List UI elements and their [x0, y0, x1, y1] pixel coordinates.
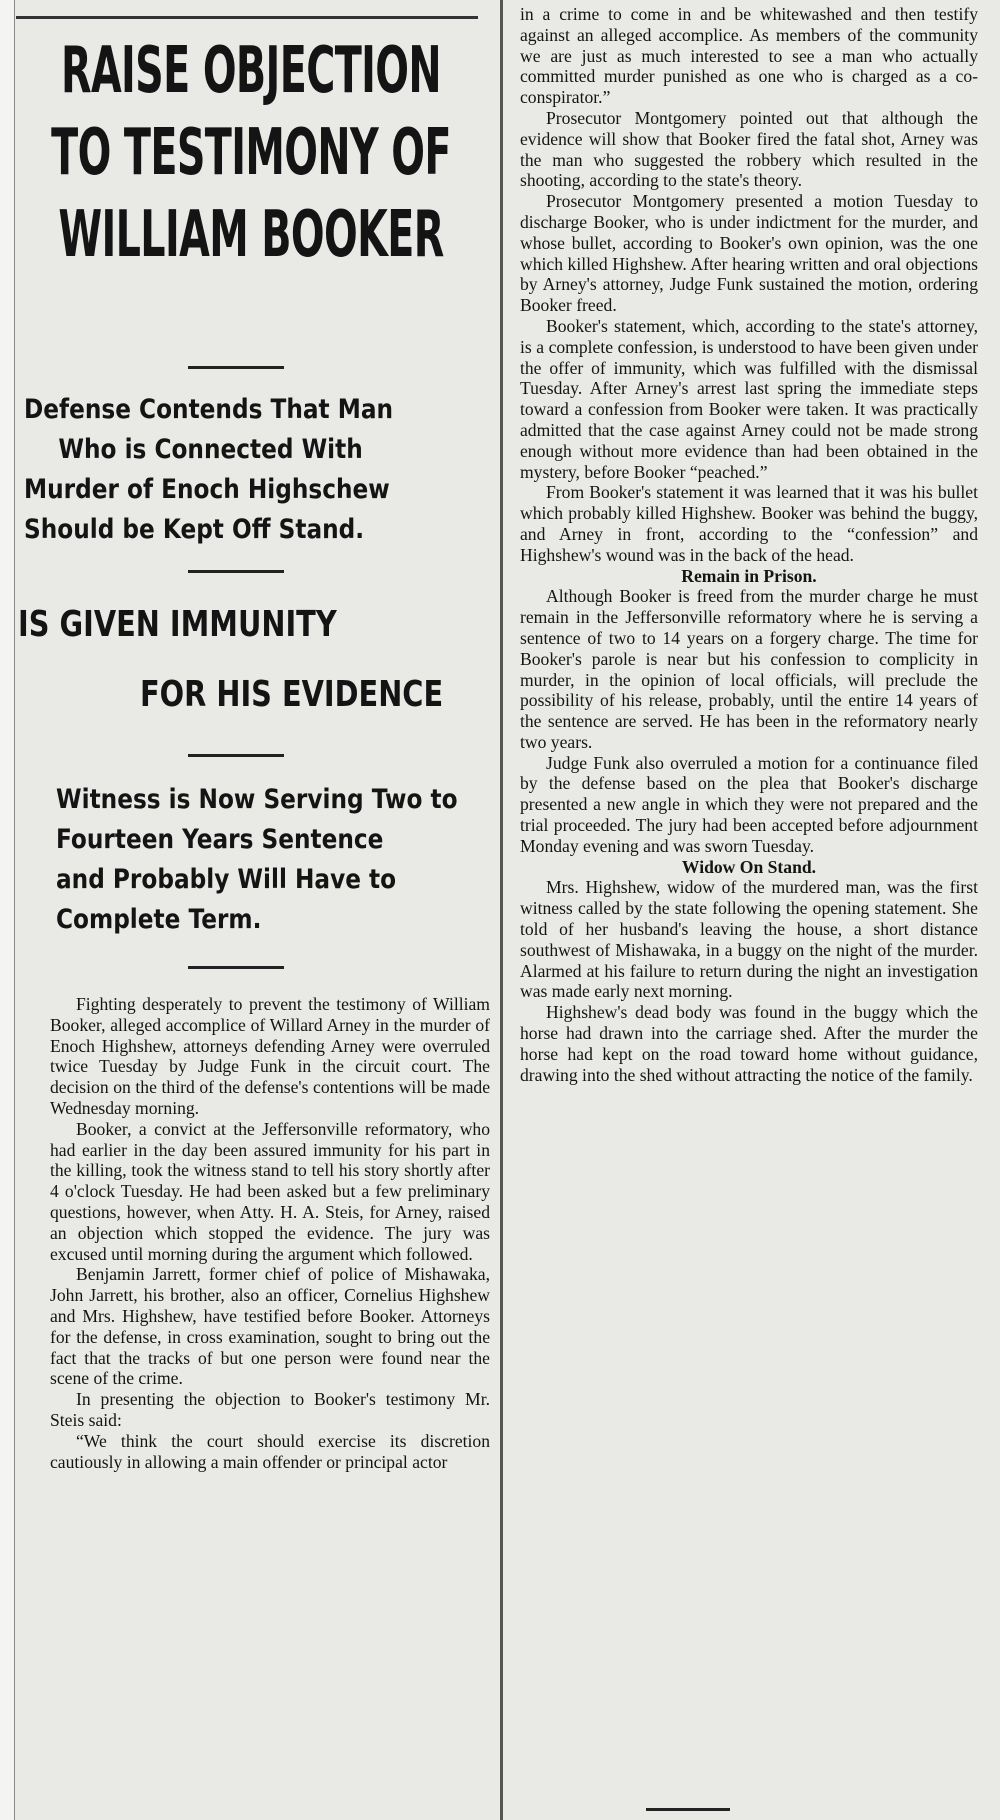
deck-two-line-2: FOR HIS EVIDENCE [140, 674, 444, 715]
right-column [520, 0, 988, 1820]
paragraph: Booker, a convict at the Jeffersonville reformatory, who had earlier in the day been assured immunity for his part in the killing, took the witness stand to tell his story shortly after 4 o'clock Tuesday. He had been asked but a few preliminary questions, however, when Atty. H. A. Steis, for Arney, raised an objection which stopped the evidence. The jury was excused until morning during the argument which followed. [50, 1118, 490, 1264]
deck-line: and Probably Will Have to [56, 864, 397, 895]
divider-rule [188, 754, 284, 757]
paragraph: Prosecutor Montgomery presented a motion Tuesday to discharge Booker, who is under indictment for the murder, and whose bullet, according to Booker's own opinion, was the one which killed Highshew. After hearing written and oral objections by Arney's attorney, Judge Funk sustained the motion, ordering Booker freed. [520, 191, 978, 316]
deck-line: Complete Term. [56, 904, 262, 935]
divider-rule [188, 570, 284, 573]
paragraph: Booker's statement, which, according to the state's attorney, is a complete confession, is understood to have been given under the offer of immunity, which was fulfilled with the dismissal Tuesday. After Arney's arrest last spring the immediate steps toward a confession from Booker were taken. It was practically admitted that the case against Arney could not be made strong enough without more evidence than had been obtained in the mystery, before Booker “peached.” [520, 315, 978, 482]
subhead-widow-on-stand: Widow On Stand. [681, 856, 817, 877]
deck-two-line-1: IS GIVEN IMMUNITY [18, 604, 337, 645]
paragraph: Benjamin Jarrett, former chief of police of Mishawaka, John Jarrett, his brother, also an officer, Cornelius Highshew and Mrs. Highshew, have testified before Booker. Attorneys for the defense, in cross examination, sought to bring out the fact that the tracks of but one person were found near the scene of the crime. [50, 1264, 490, 1389]
deck-line: Witness is Now Serving Two to [56, 784, 458, 815]
deck-three [56, 780, 520, 940]
paragraph: In presenting the objection to Booker's testimony Mr. Steis said: [50, 1389, 490, 1430]
paragraph: Although Booker is freed from the murder charge he must remain in the Jeffersonville reformatory where he is serving a sentence of two to 14 years on a forgery charge. The time for Booker's parole is near but his confession to complicity in murder, in the opinion of local officials, will preclude the possibility of his release, probably, until the entire 14 years of the sentence are served. He has been in the reformatory nearly two years. [520, 586, 978, 752]
divider-rule [188, 966, 284, 969]
paragraph: Fighting desperately to prevent the testimony of William Booker, alleged accomplice of Willard Arney in the murder of Enoch Highshew, attorneys defending Arney were overruled twice Tuesday by Judge Funk in the circuit court. The decision on the third of the defense's contentions will be made Wednesday morning. [50, 994, 490, 1118]
deck-one [24, 390, 488, 550]
end-rule [646, 1808, 730, 1811]
page-edge [0, 0, 15, 1820]
deck-line: Murder of Enoch Highschew [24, 474, 390, 505]
paragraph: in a crime to come in and be whitewashed and then testify against an alleged accomplice. As members of the community we are just as much interested to see a man who actually committed murder punished as one who is charged as a co-conspirator.” [520, 4, 978, 108]
deck-line: Who is Connected With [58, 434, 363, 465]
deck-line: Should be Kept Off Stand. [24, 514, 365, 545]
subhead-remain-in-prison: Remain in Prison. [681, 565, 817, 586]
paragraph: Judge Funk also overruled a motion for a continuance filed by the defense based on the plea that Booker's discharge presented a new angle in which they were not prepared and the trial proceeded. The jury had been accepted before adjournment Monday evening and was sworn Tuesday. [520, 752, 978, 856]
paragraph: From Booker's statement it was learned that it was his bullet which probably killed Highshew. Booker was behind the buggy, and Arney in front, according to the “confession” and Highshew's wound was in the back of the head. [520, 482, 978, 565]
headline-line: WILLIAM BOOKER [58, 198, 444, 272]
paragraph: Highshew's dead body was found in the buggy which the horse had drawn into the carriage shed. After the murder the horse had kept on the road toward home without guidance, drawing into the shed without attracting the notice of the family. [520, 1002, 978, 1085]
top-rule [16, 16, 478, 19]
deck-line: Defense Contends That Man [24, 394, 394, 425]
paragraph: “We think the court should exercise its discretion cautiously in allowing a main offender or principal actor [50, 1430, 490, 1472]
paragraph: Prosecutor Montgomery pointed out that although the evidence will show that Booker fired the fatal shot, Arney was the man who suggested the robbery which resulted in the shooting, according to the state's theory. [520, 107, 978, 191]
headline-line: TO TESTIMONY OF [51, 116, 451, 190]
left-column [16, 0, 490, 1820]
divider-rule [188, 366, 284, 369]
deck-line: Fourteen Years Sentence [56, 824, 384, 855]
left-body [50, 994, 490, 1472]
headline [51, 30, 451, 276]
paragraph: Mrs. Highshew, widow of the murdered man, was the first witness called by the state following the opening statement. She told of her husband's leaving the house, a short distance southwest of Mishawaka, in a buggy on the night of the murder. Alarmed at his failure to return during the night an investigation was made early next morning. [520, 877, 978, 1002]
right-body [520, 4, 978, 1085]
headline-line: RAISE OBJECTION [61, 34, 441, 108]
